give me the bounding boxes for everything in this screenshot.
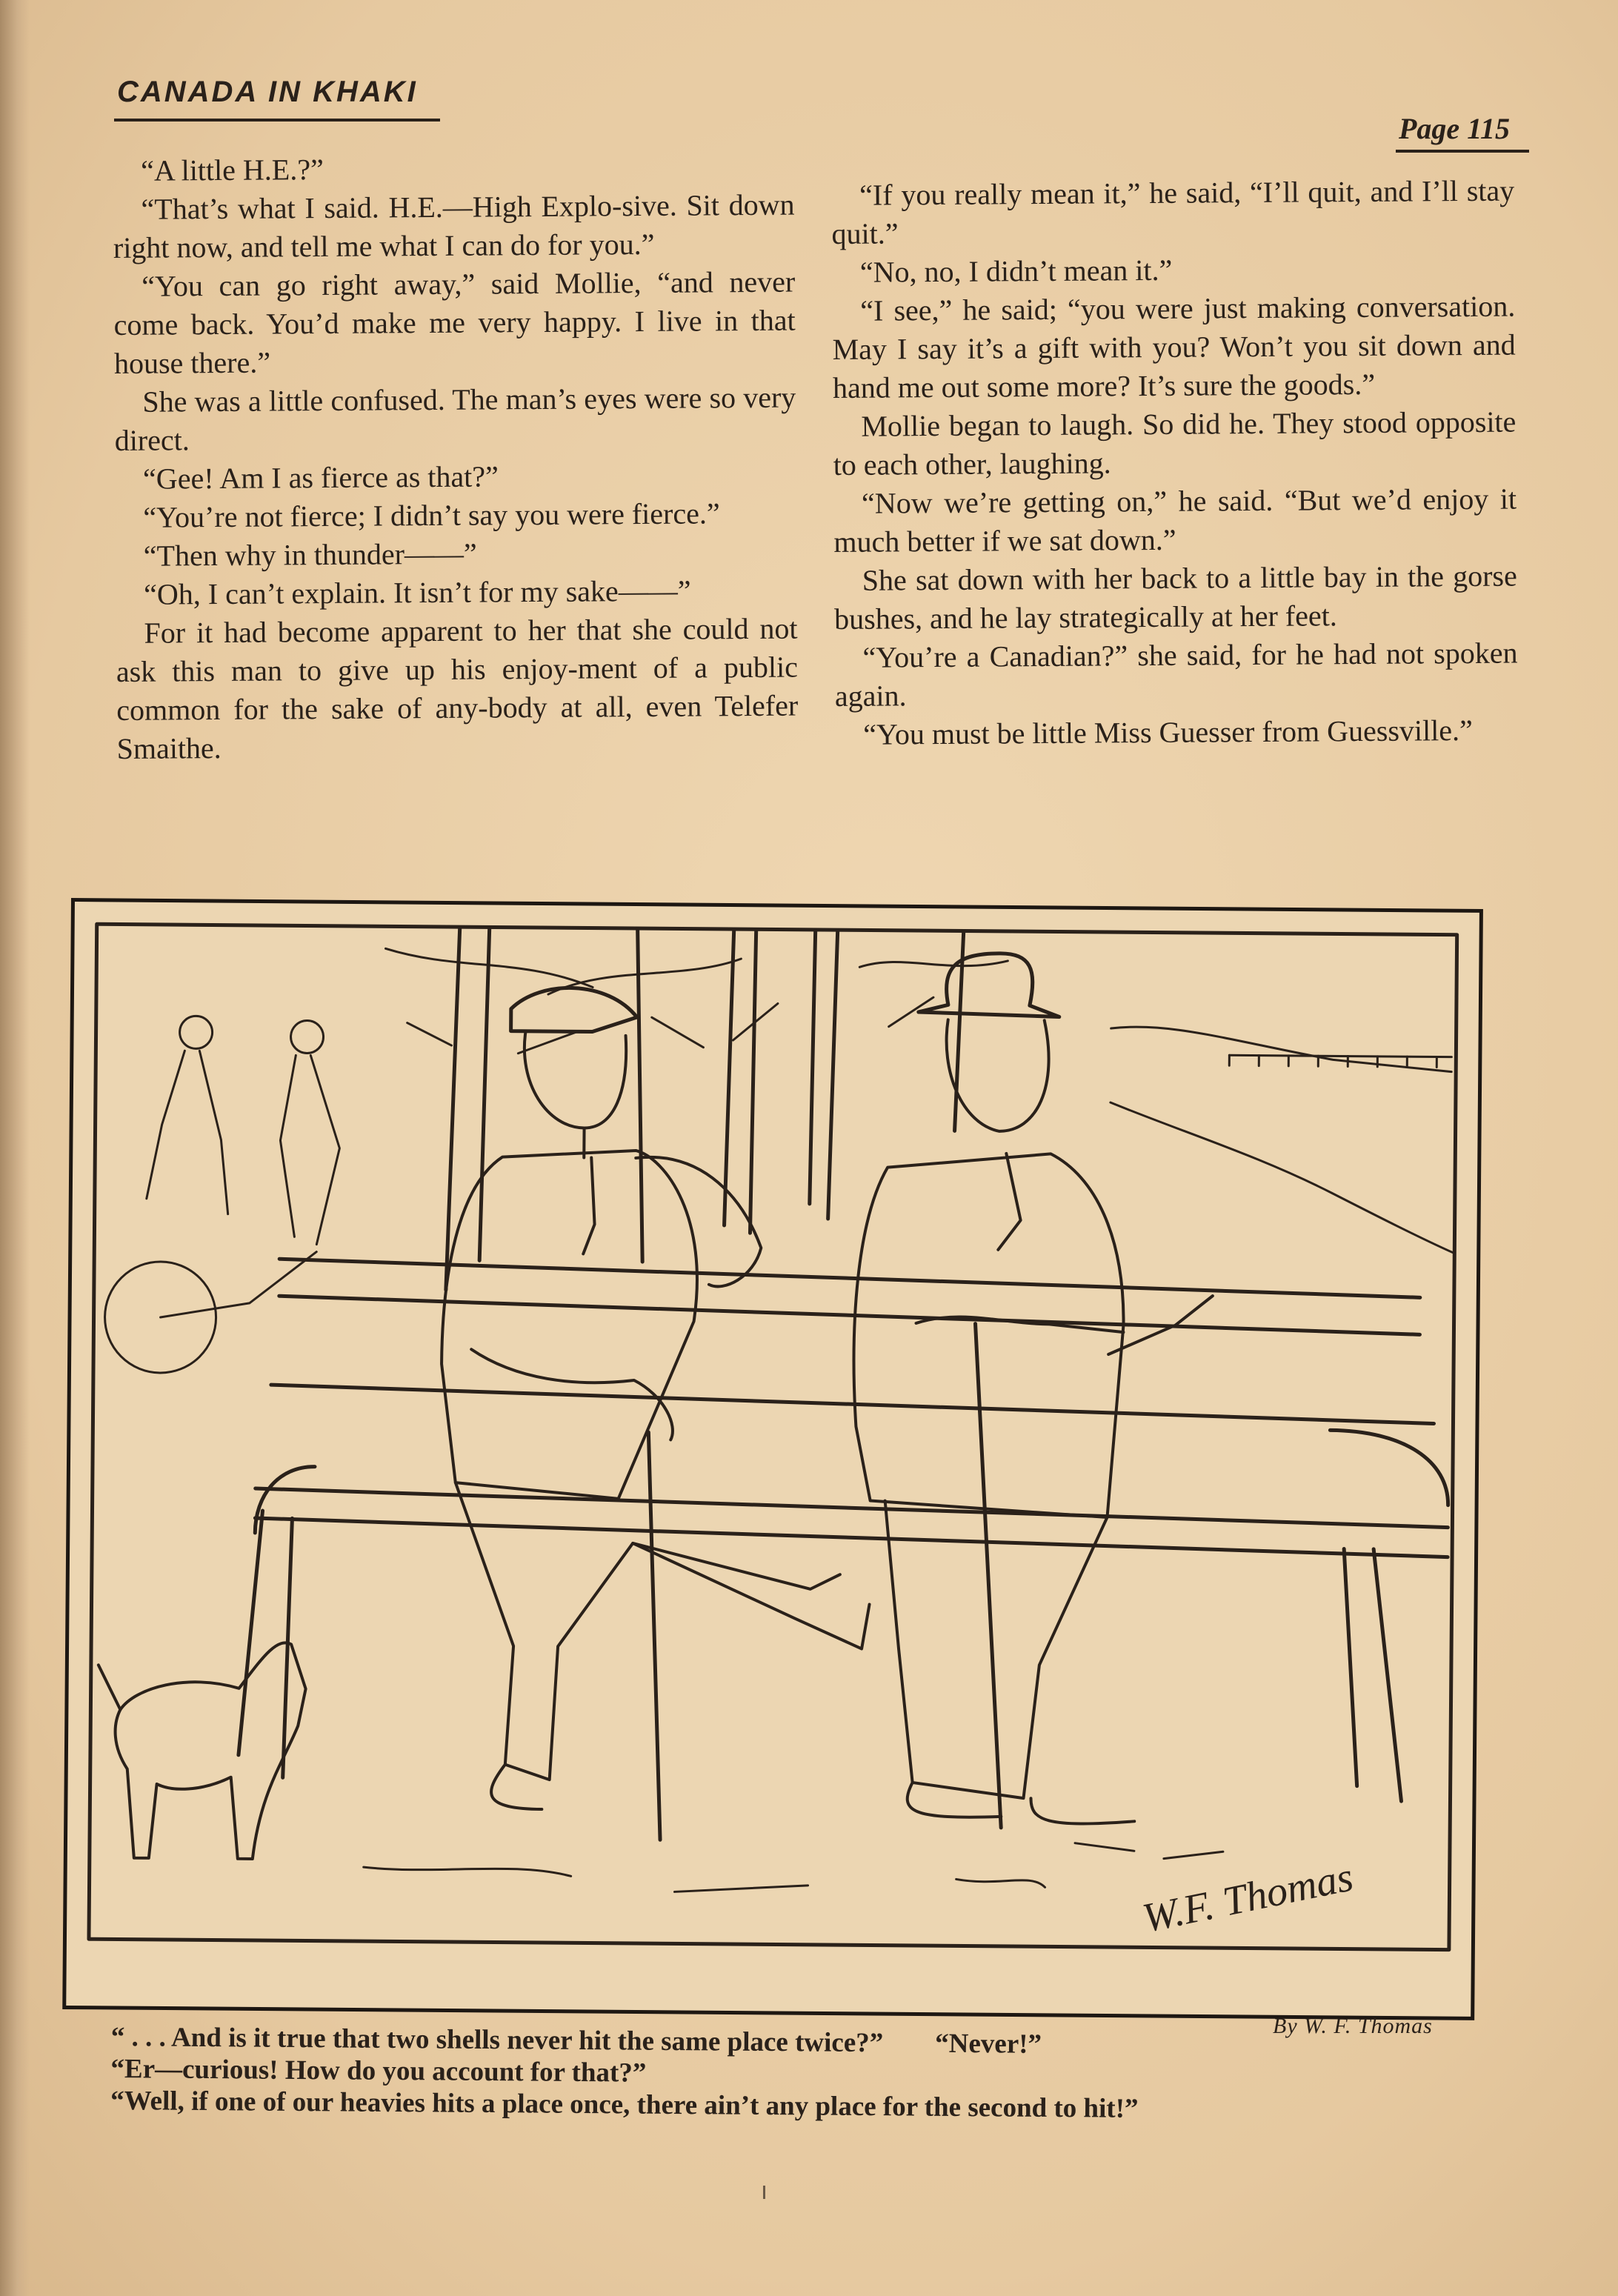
trees <box>383 928 1008 1294</box>
cartoon-caption <box>110 2021 1519 2128</box>
caption-reply: “Never!” <box>935 2028 1042 2060</box>
paragraph: “If you really mean it,” he said, “I’ll quit, and I’ll stay quit.” <box>831 173 1515 250</box>
left-text-column <box>113 147 799 768</box>
paragraph: “I see,” he said; “you were just making conversation. May I say it’s a gift with you? Won’t you sit down and hand me out some more? It’s sure the goods.” <box>832 289 1516 405</box>
artist-signature: W.F. Thomas <box>1139 1854 1357 1942</box>
distant-pier <box>1109 1027 1456 1254</box>
illustration-credit: By W. F. Thomas <box>1273 2014 1433 2038</box>
page-number: Page 115 <box>1399 112 1510 145</box>
paragraph: “Then why in thunder——” <box>143 536 477 573</box>
terrier-dog <box>97 1641 306 1859</box>
park-bench <box>239 1259 1451 1802</box>
paragraph: She was a little confused. The man’s eyes were so very direct. <box>114 380 796 457</box>
soldier-figure <box>438 987 874 1841</box>
paragraph: “Oh, I can’t explain. It isn’t for my sake——” <box>144 573 691 611</box>
running-head-rule <box>114 119 440 122</box>
paragraph: “Now we’re getting on,” he said. “But we’d enjoy it much better if we sat down.” <box>833 482 1517 559</box>
paragraph: “You must be little Miss Guesser from Guessville.” <box>863 713 1473 751</box>
paragraph: She sat down with her back to a little bay in the gorse bushes, and he lay strategically at her feet. <box>834 559 1517 636</box>
background-couple <box>104 1015 341 1374</box>
page-mark <box>763 2186 765 2199</box>
page-number-rule <box>1396 150 1529 153</box>
running-head: CANADA IN KHAKI <box>117 76 418 108</box>
right-text-column <box>831 172 1518 754</box>
paragraph: “That’s what I said. H.E.—High Explo-sive. Sit down right now, and tell me what I can do for you.” <box>113 187 795 264</box>
cartoon-drawing <box>66 902 1479 2017</box>
caption-line-3: “Well, if one of our heavies hits a place once, there ain’t any place for the second to hit!” <box>110 2085 1139 2124</box>
paragraph: “You’re a Canadian?” she said, for he had not spoken again. <box>834 636 1518 713</box>
paragraph: “You can go right away,” said Mollie, “and never come back. You’d make me very happy. I live in that house there.” <box>113 264 796 380</box>
paragraph: For it had become apparent to her that she could not ask this man to give up his enjoy-ment of a public common for the sake of any-body at all, even Telefer Smaithe. <box>116 611 799 765</box>
paragraph: “Gee! Am I as fierce as that?” <box>142 459 499 496</box>
caption-line-2: “Er—curious! How do you account for that?” <box>110 2053 647 2089</box>
ground-lines <box>364 1837 1224 1896</box>
cartoon-illustration <box>62 898 1483 2020</box>
paragraph: “No, no, I didn’t mean it.” <box>859 253 1173 289</box>
gentleman-figure <box>850 952 1216 1829</box>
caption-question: “ . . . And is it true that two shells never hit the same place twice?” <box>110 2022 884 2059</box>
paragraph: Mollie began to laugh. So did he. They stood opposite to each other, laughing. <box>833 405 1517 482</box>
binding-shadow <box>0 0 30 2296</box>
paragraph: “You’re not fierce; I didn’t say you were fierce.” <box>143 496 720 534</box>
inner-border <box>89 924 1457 1949</box>
paragraph: “A little H.E.?” <box>141 153 324 187</box>
